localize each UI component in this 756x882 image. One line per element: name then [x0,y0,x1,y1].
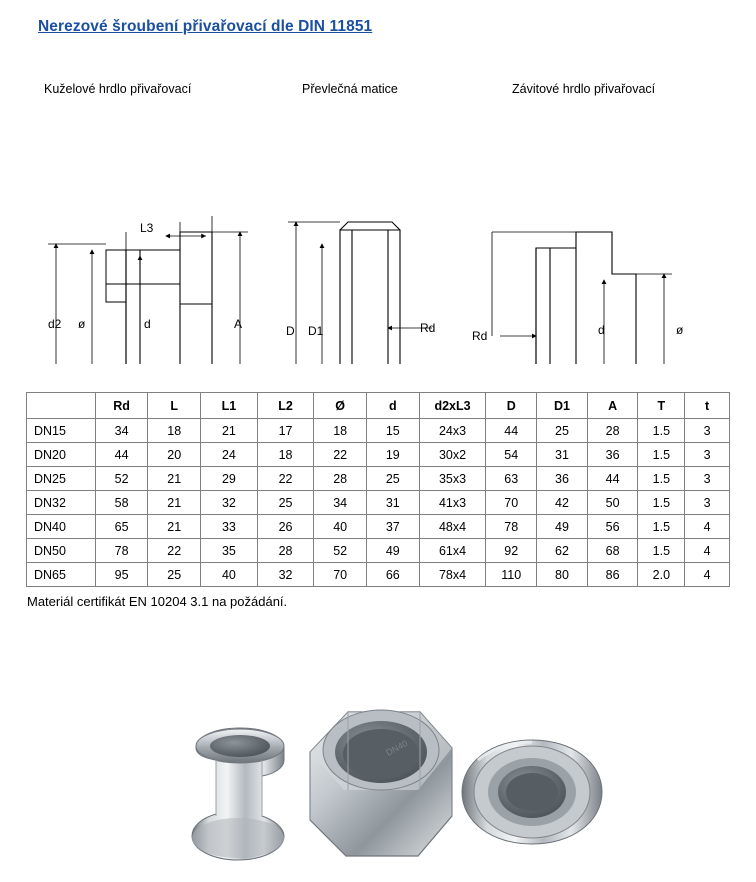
table-cell: 22 [257,467,314,491]
table-cell: 31 [537,443,588,467]
product-photo [0,640,756,882]
table-cell: 52 [95,467,148,491]
table-cell: 1.5 [638,467,685,491]
table-cell: 56 [587,515,638,539]
page-title: Nerezové šroubení přivařovací dle DIN 11851 [38,18,373,35]
table-cell: 78 [486,515,537,539]
table-cell: 18 [257,443,314,467]
table-cell: 66 [366,563,419,587]
table-cell: 62 [537,539,588,563]
table-cell: 48x4 [419,515,486,539]
table-header-cell: t [685,393,730,419]
table-cell: 3 [685,443,730,467]
table-cell: 70 [486,491,537,515]
table-header-cell: T [638,393,685,419]
table-cell: 4 [685,539,730,563]
table-cell: 44 [587,467,638,491]
table-cell: 25 [537,419,588,443]
drawing-threaded-liner [536,232,636,364]
table-cell: 44 [95,443,148,467]
table-cell: 34 [95,419,148,443]
table-header-cell: L1 [201,393,258,419]
table-row [27,563,730,587]
label-T-1 [116,363,124,364]
footer-band [0,872,756,882]
table-header-row [27,393,730,419]
label-Rd-3: Rd [472,329,488,343]
table-cell: 32 [201,491,258,515]
table-cell: 25 [366,467,419,491]
table-cell: 40 [314,515,367,539]
technical-drawings [0,104,756,364]
table-cell: 80 [537,563,588,587]
table-cell: 24 [201,443,258,467]
table-cell: 58 [95,491,148,515]
dimension-labels-threaded [472,323,684,364]
table-header-cell: L [148,393,201,419]
table-header-cell [27,393,96,419]
table-cell: 21 [201,419,258,443]
table-cell: 63 [486,467,537,491]
drawing-union-nut [340,222,400,364]
label-d-1: d [144,317,151,331]
table-cell: 49 [366,539,419,563]
table-cell: 25 [148,563,201,587]
label-L3: L3 [140,221,154,235]
table-cell: 3 [685,467,730,491]
table-cell: 49 [537,515,588,539]
photo-item-union-nut [310,710,452,856]
diagram-caption-nut: Převlečná matice [302,82,398,96]
table-cell: 35 [201,539,258,563]
table-cell: 21 [148,491,201,515]
table-cell: 50 [587,491,638,515]
label-d2: d2 [48,317,62,331]
table-cell: 70 [314,563,367,587]
table-cell: 1.5 [638,491,685,515]
table-cell-dn: DN32 [27,491,96,515]
table-cell: 1.5 [638,443,685,467]
table-cell: 61x4 [419,539,486,563]
table-header-cell: d [366,393,419,419]
table-cell: 15 [366,419,419,443]
table-cell: 42 [537,491,588,515]
table-cell: 18 [148,419,201,443]
table-cell: 95 [95,563,148,587]
table-cell: 28 [257,539,314,563]
table-cell: 1.5 [638,515,685,539]
table-cell: 35x3 [419,467,486,491]
table-cell: 68 [587,539,638,563]
table-cell: 4 [685,563,730,587]
dimensions-nut [288,222,432,364]
table-cell: 54 [486,443,537,467]
diagram-caption-cone: Kuželové hrdlo přivařovací [44,82,192,96]
table-cell: 3 [685,491,730,515]
table-cell: 2.0 [638,563,685,587]
table-row [27,491,730,515]
table-cell: 1.5 [638,419,685,443]
table-cell: 28 [587,419,638,443]
table-cell: 78 [95,539,148,563]
table-cell: 37 [366,515,419,539]
label-D: D [286,324,295,338]
table-row [27,539,730,563]
dimension-labels-cone [48,221,242,364]
table-cell: 3 [685,419,730,443]
table-cell: 21 [148,515,201,539]
label-D1: D1 [308,324,324,338]
table-cell-dn: DN65 [27,563,96,587]
table-cell: 25 [257,491,314,515]
label-A: A [234,317,243,331]
table-cell: 41x3 [419,491,486,515]
table-cell: 34 [314,491,367,515]
table-cell: 22 [148,539,201,563]
table-row [27,419,730,443]
photo-item-weld-liner-cone [192,728,284,860]
table-cell: 65 [95,515,148,539]
table-header-cell: A [587,393,638,419]
dimensions-threaded [492,232,672,364]
table-header-cell: Rd [95,393,148,419]
table-header-cell: Ø [314,393,367,419]
spec-table-wrapper [26,392,730,587]
label-Rd-2: Rd [420,321,436,335]
table-cell-dn: DN20 [27,443,96,467]
table-cell: 21 [148,467,201,491]
table-cell: 30x2 [419,443,486,467]
diagram-caption-threaded: Závitové hrdlo přivařovací [512,82,656,96]
nut-marking: DN40 [384,738,410,758]
table-row [27,467,730,491]
table-cell: 44 [486,419,537,443]
table-header-cell: D [486,393,537,419]
drawing-cone-geometry [126,232,212,364]
table-cell: 86 [587,563,638,587]
table-header-cell: D1 [537,393,588,419]
table-cell: 18 [314,419,367,443]
table-cell: 4 [685,515,730,539]
table-cell: 40 [201,563,258,587]
table-cell: 36 [537,467,588,491]
table-cell: 17 [257,419,314,443]
table-header-cell: d2xL3 [419,393,486,419]
table-row [27,515,730,539]
table-cell: 28 [314,467,367,491]
table-row [27,443,730,467]
table-cell: 20 [148,443,201,467]
table-cell-dn: DN50 [27,539,96,563]
table-cell: 36 [587,443,638,467]
table-cell-dn: DN25 [27,467,96,491]
table-cell: 29 [201,467,258,491]
table-cell: 19 [366,443,419,467]
table-cell: 22 [314,443,367,467]
photo-item-threaded-weld-liner [462,740,602,844]
label-diameter-1: ø [78,317,86,331]
table-cell-dn: DN15 [27,419,96,443]
spec-table [26,392,730,587]
dimensions-cone [48,216,248,364]
table-cell: 26 [257,515,314,539]
table-cell: 78x4 [419,563,486,587]
material-note: Materiál certifikát EN 10204 3.1 na požádání. [27,594,288,609]
label-diameter-3: ø [676,323,684,337]
label-d-3: d [598,323,605,337]
label-T-3 [632,363,640,364]
drawing-cone-liner [106,232,212,364]
table-cell-dn: DN40 [27,515,96,539]
dimension-labels-nut [286,321,435,364]
table-cell: 33 [201,515,258,539]
table-cell: 24x3 [419,419,486,443]
table-cell: 52 [314,539,367,563]
table-header-cell: L2 [257,393,314,419]
table-cell: 110 [486,563,537,587]
table-cell: 31 [366,491,419,515]
table-cell: 32 [257,563,314,587]
table-cell: 1.5 [638,539,685,563]
table-cell: 92 [486,539,537,563]
